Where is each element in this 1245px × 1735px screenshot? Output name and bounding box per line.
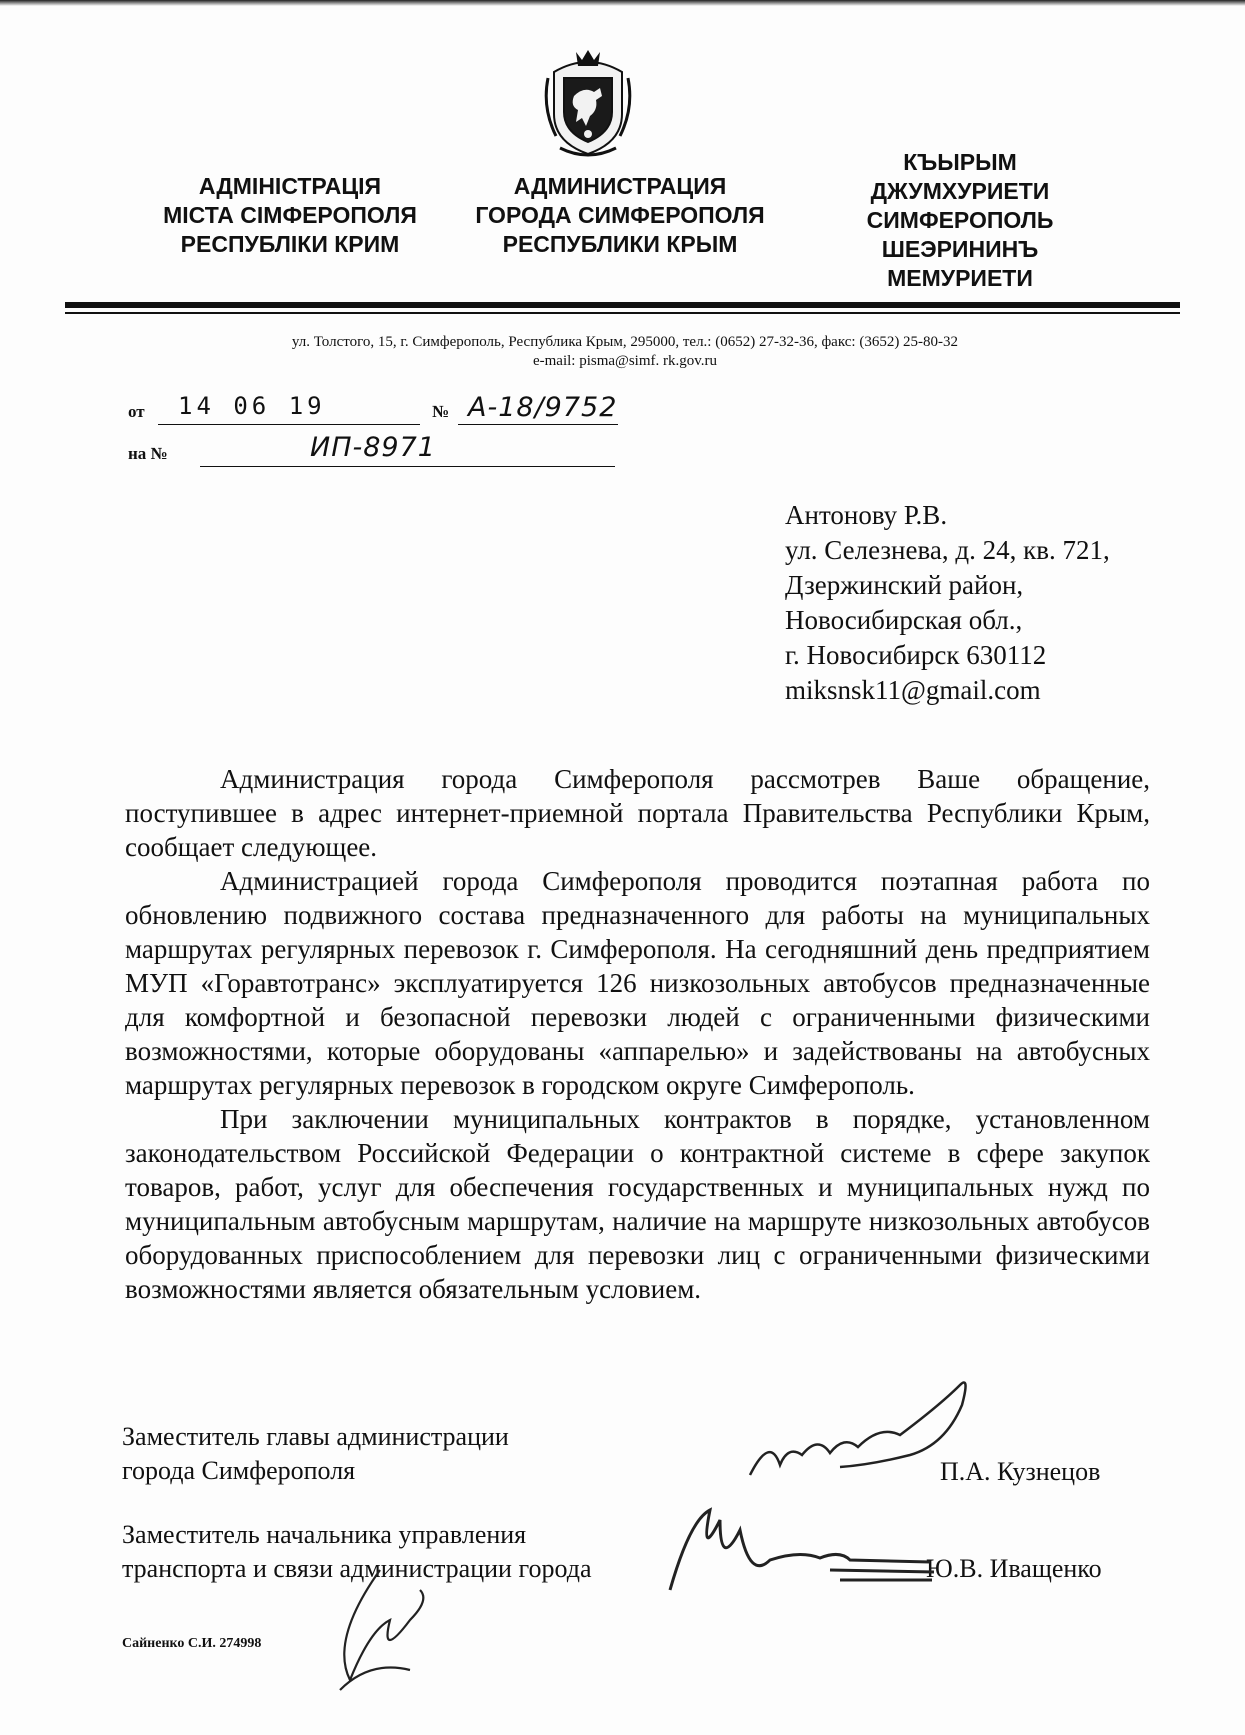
letter-number: А-18/9752	[468, 392, 618, 423]
header-crimean-tatar-line-4: ШЕЭРИНИНЪ	[881, 236, 1039, 262]
addressee-name: Антонову Р.В.	[785, 500, 948, 530]
addressee-district: Дзержинский район,	[785, 570, 1024, 600]
header-russian	[455, 172, 785, 259]
signatory-2-position-line-1: Заместитель начальника управления	[122, 1520, 527, 1549]
addressee-email: miksnsk11@gmail.com	[785, 675, 1041, 705]
header-crimean-tatar-line-3: СИМФЕРОПОЛЬ	[866, 207, 1054, 233]
crimea-coat-of-arms-icon	[542, 48, 634, 160]
letter-date: 14 06 19	[178, 392, 326, 420]
reply-to-label: на №	[128, 444, 168, 463]
signatory-1-name: П.А. Кузнецов	[940, 1457, 1101, 1486]
header-ukrainian-line-1: АДМІНІСТРАЦІЯ	[198, 173, 382, 199]
contact-details	[100, 333, 1150, 371]
header-ukrainian-line-2: МІСТА СІМФЕРОПОЛЯ	[163, 202, 417, 228]
header-crimean-tatar-line-1: КЪЫРЫМ	[903, 149, 1017, 175]
header-russian-line-1: АДМИНИСТРАЦИЯ	[513, 173, 727, 199]
signatory-2-name: Ю.В. Иващенко	[926, 1554, 1102, 1583]
number-underline	[458, 424, 618, 425]
from-label: от	[128, 402, 145, 421]
addressee-block	[785, 498, 1110, 708]
signatory-1-position-line-1: Заместитель главы администрации	[122, 1422, 509, 1451]
scan-edge-shadow	[0, 0, 1245, 6]
header-crimean-tatar-line-5: МЕМУРИЕТИ	[887, 265, 1033, 291]
signatory-1-position	[122, 1420, 509, 1488]
header-rule-thick	[65, 302, 1180, 308]
number-label: №	[432, 402, 450, 421]
executor-footer: Сайненко С.И. 274998	[122, 1636, 262, 1651]
contact-address-line: ул. Толстого, 15, г. Симферополь, Республика Крым, 295000, тел.: (0652) 27-32-36, факс: (3652) 25-80-32	[291, 334, 959, 350]
contact-email-line: e-mail: pisma@simf. rk.gov.ru	[532, 353, 718, 369]
header-ukrainian	[140, 172, 440, 259]
reply-number: ИП-8971	[310, 432, 436, 463]
executor-initials-handwritten	[310, 1560, 450, 1700]
signatory-1-position-line-2: города Симферополя	[122, 1456, 356, 1485]
addressee-street: ул. Селезнева, д. 24, кв. 721,	[785, 535, 1110, 565]
body-paragraph-3: При заключении муниципальных контрактов в порядке, установленном законодательством Российской Федерации о контрактной системе в сфере закупок товаров, работ, услуг для обеспечения государственных и муниципальных нужд по муниципальным автобусным маршрутам, наличие на маршруте низкозольных автобусов оборудованных приспособлением для перевозки лиц с ограниченными физическими возможностями является обязательным условием.	[125, 1104, 1150, 1304]
header-russian-line-3: РЕСПУБЛИКИ КРЫМ	[502, 231, 738, 257]
letter-body	[125, 762, 1150, 1306]
body-paragraph-2: Администрацией города Симферополя проводится поэтапная работа по обновлению подвижного состава предназначенного для работы на муниципальных маршрутах регулярных перевозок г. Симферополя. На сегодняшний день предприятием МУП «Горавтотранс» эксплуатируется 126 низкозольных автобусов предназначенные для комфортной и безопасной перевозки людей с ограниченными физическими возможностями, которые оборудованы «аппарелью» и задействованы на автобусных маршрутах регулярных перевозок в городском округе Симферополь.	[125, 866, 1150, 1100]
signature-1-handwritten	[740, 1375, 980, 1495]
header-russian-line-2: ГОРОДА СИМФЕРОПОЛЯ	[475, 202, 765, 228]
header-crimean-tatar	[830, 148, 1090, 293]
signature-2-handwritten	[650, 1500, 940, 1600]
header-ukrainian-line-3: РЕСПУБЛІКИ КРИМ	[180, 231, 400, 257]
date-underline	[158, 424, 420, 425]
header-rule-thin	[65, 312, 1180, 314]
addressee-city: г. Новосибирск 630112	[785, 640, 1047, 670]
header-crimean-tatar-line-2: ДЖУМХУРИЕТИ	[870, 178, 1050, 204]
body-paragraph-1: Администрация города Симферополя рассмотрев Ваше обращение, поступившее в адрес интернет-приемной портала Правительства Республики Крым, сообщает следующее.	[125, 764, 1150, 862]
addressee-region: Новосибирская обл.,	[785, 605, 1023, 635]
signatory-2-position-line-2: транспорта и связи администрации города	[122, 1554, 592, 1583]
reply-underline	[200, 466, 615, 467]
